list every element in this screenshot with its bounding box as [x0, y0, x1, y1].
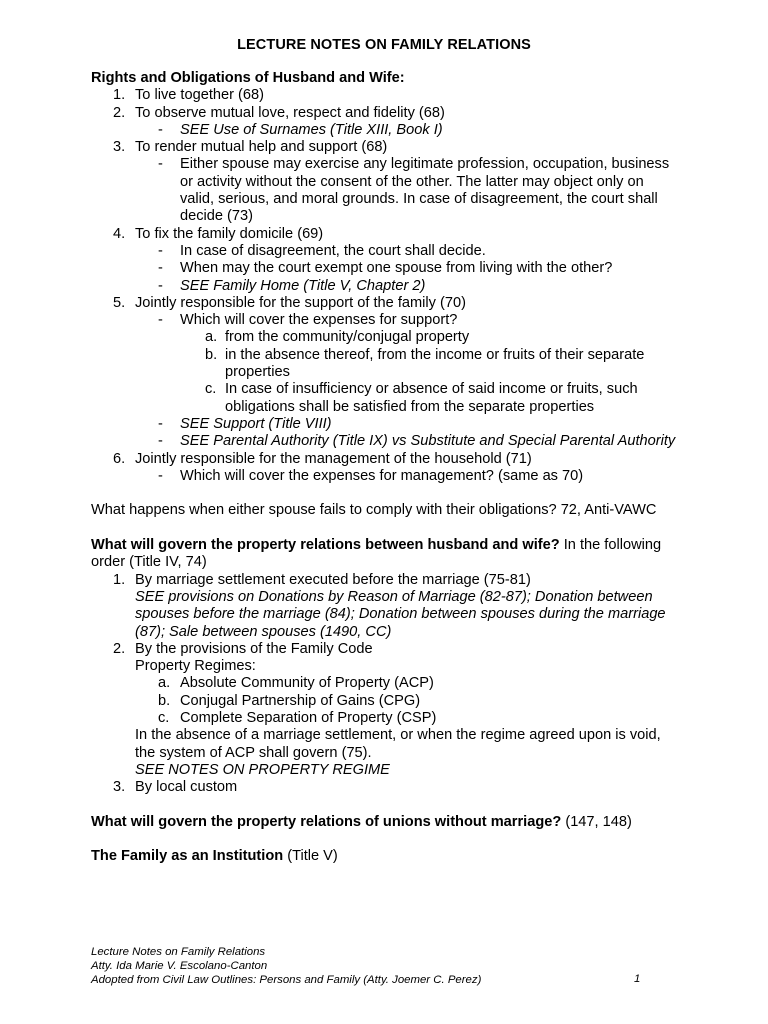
list-item: 4. To fix the family domicile (69): [113, 225, 324, 242]
lettered-item: b. Conjugal Partnership of Gains (CPG): [158, 692, 421, 709]
section-heading-rights: Rights and Obligations of Husband and Wife:: [91, 70, 405, 86]
sub-item: - SEE Family Home (Title V, Chapter 2): [158, 277, 426, 294]
section-heading-family: The Family as an Institution (Title V): [91, 848, 338, 865]
document-body: [91, 70, 681, 866]
lettered-item: c. Complete Separation of Property (CSP): [158, 709, 437, 726]
list-item: 1. By marriage settlement executed before the marriage (75-81): [113, 571, 531, 588]
list-item: 1. To live together (68): [113, 87, 264, 104]
lettered-item: a. Absolute Community of Property (ACP): [158, 675, 434, 692]
footer-line: Adopted from Civil Law Outlines: Persons and Family (Atty. Joemer C. Perez): [91, 974, 482, 986]
list-item: 3. By local custom: [113, 779, 238, 796]
list-item: 5. Jointly responsible for the support of the family (70): [113, 294, 466, 311]
sub-item: - Which will cover the expenses for management? (same as 70): [158, 467, 584, 484]
list-item: 2. By the provisions of the Family Code: [113, 640, 373, 657]
item-see-note: SEE NOTES ON PROPERTY REGIME: [135, 761, 390, 778]
lettered-item: c. In case of insufficiency or absence of said income or fruits, such obligations shall be satisfied from the separate properties: [205, 381, 638, 415]
lettered-item: a. from the community/conjugal property: [205, 329, 470, 346]
regimes-label: Property Regimes:: [135, 658, 256, 675]
sub-item: - When may the court exempt one spouse from living with the other?: [158, 260, 613, 277]
sub-item: - SEE Support (Title VIII): [158, 415, 332, 432]
sub-item: - Which will cover the expenses for support?: [158, 312, 458, 329]
page-number: 1: [634, 973, 641, 985]
list-item: 6. Jointly responsible for the management of the household (71): [113, 450, 532, 467]
section-heading-property: What will govern the property relations between husband and wife? In the following order (Title IV, 74): [91, 537, 662, 571]
list-item: 2. To observe mutual love, respect and fidelity (68): [113, 104, 445, 121]
footer-line: Lecture Notes on Family Relations: [91, 946, 266, 958]
document-title: LECTURE NOTES ON FAMILY RELATIONS: [237, 37, 531, 53]
item-note: SEE provisions on Donations by Reason of Marriage (82-87); Donation between spouses before the marriage (84); Donation between spouses during the marriage (87); Sale between spouses (1490, CC): [135, 588, 666, 640]
sub-item: - In case of disagreement, the court shall decide.: [158, 242, 486, 259]
section-heading-unions: What will govern the property relations of unions without marriage? (147, 148): [91, 813, 632, 830]
sub-item: - SEE Use of Surnames (Title XIII, Book I): [158, 121, 443, 138]
sub-item: - Either spouse may exercise any legitimate profession, occupation, business or activity without the consent of the other. The latter may object only on valid, serious, and moral grounds. In case of disagreement, the court shall decide (73): [158, 156, 670, 225]
sub-item: - SEE Parental Authority (Title IX) vs Substitute and Special Parental Authority: [158, 433, 676, 450]
footer-line: Atty. Ida Marie V. Escolano-Canton: [91, 960, 268, 972]
question-paragraph: What happens when either spouse fails to comply with their obligations? 72, Anti-VAWC: [91, 502, 657, 519]
list-item: 3. To render mutual help and support (68): [113, 139, 388, 156]
item-note: In the absence of a marriage settlement, or when the regime agreed upon is void, the system of ACP shall govern (75).: [135, 727, 661, 761]
page-footer: [91, 945, 651, 987]
lettered-item: b. in the absence thereof, from the income or fruits of their separate properties: [205, 346, 645, 381]
